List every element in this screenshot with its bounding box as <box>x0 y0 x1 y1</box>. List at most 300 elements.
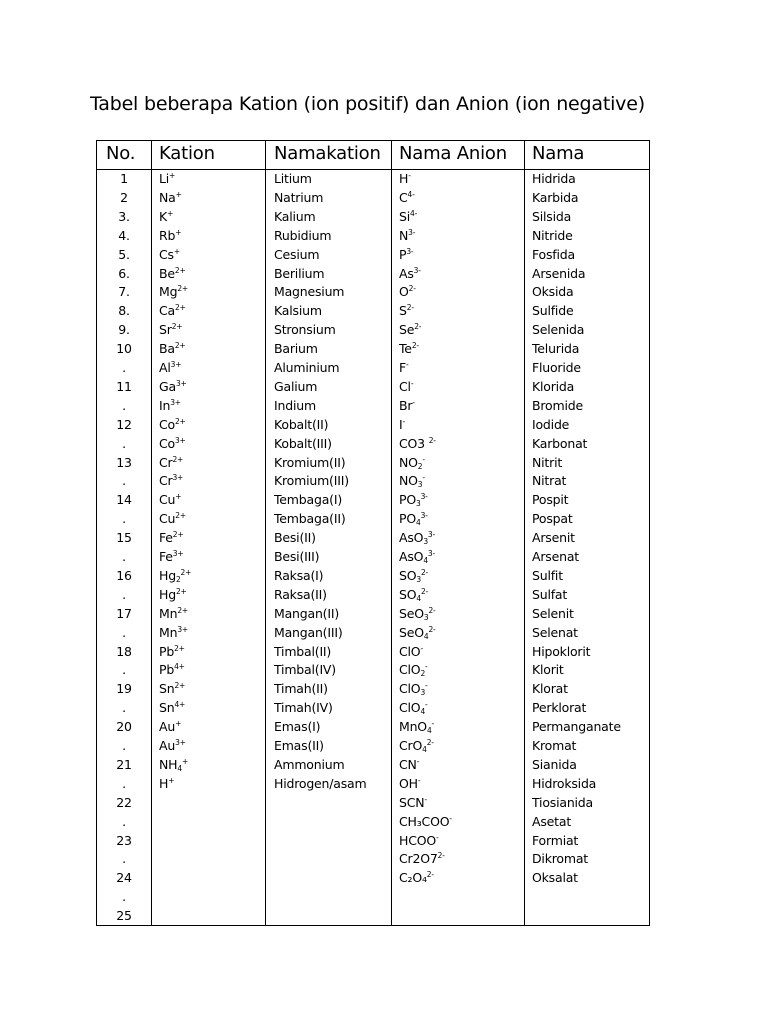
cation-formula-charge: 3+ <box>170 360 182 369</box>
cation-formula-charge: + <box>168 775 175 785</box>
anion-formula-charge: 3- <box>413 265 421 275</box>
cation-formula-subscript: 2 <box>175 574 181 584</box>
anion-formula <box>399 437 436 451</box>
anion-formula-symbol: P <box>399 246 407 262</box>
row-number: 14 <box>116 492 132 508</box>
anion-formula-charge: 3- <box>427 549 435 558</box>
anion-formula <box>399 720 434 734</box>
anion-formula <box>399 607 436 621</box>
row-number: . <box>122 397 126 413</box>
anion-formula-subscript: 4 <box>420 707 426 717</box>
cation-formula-symbol: H <box>159 775 169 791</box>
anion-formula-charge: 2- <box>426 738 434 747</box>
row-number: 7. <box>118 284 130 300</box>
row-number: 1 <box>120 171 128 186</box>
anion-formula-subscript: 2 <box>420 669 426 679</box>
anion-name: Sulfat <box>532 586 568 602</box>
cation-formula-charge: 2+ <box>177 605 188 615</box>
anion-formula <box>399 852 445 866</box>
cation-name: Natrium <box>274 189 324 205</box>
anion-name: Sulfide <box>532 303 574 319</box>
anion-formula <box>399 588 428 602</box>
cation-formula-symbol: Co <box>159 416 175 432</box>
row-number: 3. <box>118 208 130 224</box>
anion-name: Iodide <box>532 416 570 432</box>
cation-formula-symbol: Sn <box>159 700 175 716</box>
row-number: . <box>122 851 126 867</box>
anion-formula-charge: 2- <box>414 322 422 332</box>
cation-formula-charge: 3+ <box>170 397 181 407</box>
anion-formula-symbol: CO3 <box>399 435 429 451</box>
row-number: . <box>122 586 126 602</box>
row-number: 11 <box>116 378 132 394</box>
anion-formula <box>399 267 421 281</box>
cation-name: Ammonium <box>274 756 345 772</box>
anion-name: Arsenat <box>532 549 579 564</box>
anion-formula <box>399 361 409 375</box>
anion-name: Perklorat <box>532 700 587 716</box>
anion-formula-symbol: ClO <box>399 643 421 659</box>
anion-formula-symbol: SeO <box>399 605 424 621</box>
anion-formula <box>399 399 415 413</box>
cation-formula <box>159 342 186 356</box>
anion-formula-subscript: 4 <box>416 593 421 603</box>
anion-formula-subscript: 4 <box>423 631 429 641</box>
row-number: . <box>122 549 126 564</box>
anion-name: Karbida <box>532 189 579 205</box>
anion-formula-charge: - <box>425 662 428 672</box>
cation-name: Timah(IV) <box>274 700 333 716</box>
cation-formula <box>159 663 185 677</box>
cation-formula <box>159 361 181 375</box>
row-number: . <box>122 511 126 527</box>
anion-name: Nitrit <box>532 454 563 470</box>
cation-formula-symbol: NH <box>159 756 178 772</box>
anion-formula <box>399 512 428 526</box>
anion-formula-symbol: Cr2O7 <box>399 851 438 867</box>
cation-name: Kobalt(III) <box>274 435 332 451</box>
row-number: . <box>122 738 126 753</box>
anion-formula <box>399 626 436 640</box>
anion-formula-charge: - <box>449 813 452 823</box>
row-number: 23 <box>116 832 132 848</box>
cation-formula-charge: 2+ <box>174 643 185 653</box>
row-number: 8. <box>118 303 130 319</box>
column-divider <box>265 141 266 925</box>
row-number: 5. <box>118 246 130 262</box>
cation-formula-symbol: Co <box>159 435 175 451</box>
anion-name: Hidroksida <box>532 775 597 791</box>
cation-formula <box>159 588 187 602</box>
anion-formula-charge: - <box>422 454 425 464</box>
cation-name: Emas(I) <box>274 719 321 735</box>
anion-formula-charge: - <box>406 360 409 369</box>
anion-formula-subscript: 3 <box>415 499 421 509</box>
cation-name: Kalsium <box>274 303 322 319</box>
row-number: 2 <box>120 189 128 205</box>
anion-formula <box>399 172 411 186</box>
anion-formula-charge: 3- <box>420 511 428 521</box>
row-number: . <box>122 813 126 829</box>
cation-formula-symbol: K <box>159 208 167 224</box>
cation-formula-symbol: Ca <box>159 303 175 319</box>
anion-formula <box>399 191 415 205</box>
anion-name: Arsenida <box>532 265 586 281</box>
anion-formula-charge: 2- <box>406 303 414 313</box>
cation-formula <box>159 569 191 583</box>
cation-formula <box>159 739 186 753</box>
cation-formula <box>159 550 183 564</box>
cation-name: Kalium <box>274 208 316 224</box>
cation-name: Mangan(III) <box>274 624 343 640</box>
column-divider <box>524 141 525 925</box>
cation-formula <box>159 418 186 432</box>
cation-formula-symbol: Sr <box>159 322 172 338</box>
cation-formula-symbol: Cu <box>159 492 176 508</box>
cation-formula-charge: + <box>167 208 174 218</box>
row-number: 12 <box>116 416 132 432</box>
cation-formula-charge: 4+ <box>174 662 185 672</box>
anion-formula-symbol: S <box>399 303 407 319</box>
anion-formula-symbol: HCOO <box>399 832 437 848</box>
anion-formula <box>399 758 419 772</box>
anion-formula-charge: - <box>410 378 414 388</box>
anion-formula-symbol: CH₃COO <box>399 813 450 829</box>
cation-formula-charge: + <box>169 171 176 180</box>
anion-formula-symbol: C₂O₄ <box>399 870 427 886</box>
anion-formula-charge: - <box>436 832 439 842</box>
cation-formula-charge: + <box>175 719 182 729</box>
cation-formula-symbol: Pb <box>159 662 175 678</box>
anion-name: Fluoride <box>532 360 581 375</box>
anion-name: Klorida <box>532 378 575 394</box>
anion-formula-charge: 3- <box>427 530 435 540</box>
anion-name: Selenat <box>532 624 578 640</box>
header-no: No. <box>106 143 136 164</box>
cation-name: Tembaga(I) <box>274 492 343 508</box>
cation-name: Besi(III) <box>274 549 320 564</box>
cation-formula-charge: 3+ <box>172 473 184 483</box>
cation-formula-charge: 3+ <box>172 549 184 558</box>
anion-formula-symbol: As <box>399 265 414 281</box>
cation-name: Kromium(II) <box>274 454 346 470</box>
anion-formula-charge: 4- <box>407 189 415 199</box>
anion-formula <box>399 342 419 356</box>
cation-name: Raksa(I) <box>274 567 324 583</box>
cation-name: Aluminium <box>274 360 340 375</box>
anion-formula-charge: 2- <box>428 624 436 634</box>
cation-formula <box>159 399 181 413</box>
cation-name: Cesium <box>274 246 320 262</box>
anion-formula-symbol: Se <box>399 322 415 338</box>
anion-formula <box>399 210 417 224</box>
cation-name: Magnesium <box>274 284 345 300</box>
anion-formula-symbol: MnO <box>399 719 427 735</box>
cation-name: Timbal(II) <box>274 643 332 659</box>
cation-formula-charge: + <box>175 492 182 502</box>
anion-name: Pospit <box>532 492 569 508</box>
cation-formula <box>159 172 175 186</box>
row-number: . <box>122 889 126 905</box>
anion-formula <box>399 569 428 583</box>
anion-formula <box>399 645 423 659</box>
cation-formula-symbol: Pb <box>159 643 175 659</box>
cation-formula-charge: 2+ <box>171 322 183 332</box>
row-number: 16 <box>116 567 132 583</box>
anion-formula-charge: - <box>420 643 423 653</box>
anion-formula <box>399 418 405 432</box>
anion-formula-symbol: N <box>399 227 409 243</box>
anion-name: Fosfida <box>532 246 575 262</box>
anion-formula-subscript: 4 <box>426 726 432 736</box>
cation-formula-charge: 3+ <box>174 435 186 445</box>
cation-formula-symbol: Li <box>159 171 170 186</box>
cation-formula-charge: 2+ <box>172 454 184 464</box>
cation-formula <box>159 493 181 507</box>
anion-formula-charge: 2- <box>411 341 419 351</box>
header-divider <box>97 169 649 170</box>
anion-formula-symbol: PO <box>399 511 416 527</box>
cation-formula <box>159 720 181 734</box>
row-number: 10 <box>116 341 132 357</box>
anion-formula-subscript: 3 <box>423 537 428 547</box>
cation-formula <box>159 531 183 545</box>
cation-formula <box>159 777 174 791</box>
cation-formula-charge: 4+ <box>174 700 186 710</box>
anion-formula-symbol: AsO <box>399 530 424 546</box>
anion-formula <box>399 682 428 696</box>
cation-formula <box>159 512 186 526</box>
anion-formula <box>399 550 435 564</box>
row-number: 19 <box>116 681 132 697</box>
cation-formula <box>159 267 186 281</box>
row-number: . <box>122 360 126 375</box>
anion-name: Kromat <box>532 738 577 753</box>
row-number: 22 <box>116 794 132 810</box>
cation-name: Kobalt(II) <box>274 416 329 432</box>
anion-formula-subscript: 4 <box>415 518 421 528</box>
anion-formula-charge: - <box>424 794 427 804</box>
cation-formula-charge: 2+ <box>175 511 186 521</box>
anion-formula-charge: - <box>422 473 425 483</box>
cation-formula-symbol: Cr <box>159 454 173 470</box>
anion-formula <box>399 663 428 677</box>
cation-formula-symbol: Mn <box>159 624 178 640</box>
cation-formula-symbol: Mg <box>159 284 178 300</box>
cation-formula-symbol: Au <box>159 719 176 735</box>
anion-formula-charge: - <box>408 171 411 180</box>
anion-name: Sianida <box>532 756 577 772</box>
anion-formula <box>399 229 415 243</box>
cation-formula-symbol: Fe <box>159 530 173 546</box>
anion-name: Oksida <box>532 284 574 300</box>
cation-name: Hidrogen/asam <box>274 775 367 791</box>
anion-formula <box>399 701 428 715</box>
anion-formula-symbol: ClO <box>399 681 421 697</box>
anion-formula-symbol: Te <box>399 341 412 357</box>
header-nama: Nama <box>532 143 585 164</box>
anion-formula <box>399 777 420 791</box>
anion-name: Selenida <box>532 322 585 338</box>
anion-formula-symbol: SO <box>399 586 417 602</box>
anion-name: Hipoklorit <box>532 643 591 659</box>
anion-formula-symbol: SO <box>399 567 417 583</box>
anion-formula-subscript: 3 <box>416 574 421 584</box>
anion-name: Formiat <box>532 832 579 848</box>
cation-formula-symbol: Na <box>159 189 176 205</box>
cation-formula-charge: + <box>173 246 180 256</box>
anion-formula-charge: 2- <box>426 870 434 880</box>
cation-formula <box>159 626 188 640</box>
anion-formula-charge: 3- <box>406 246 414 256</box>
cation-formula-charge: 2+ <box>175 586 187 596</box>
anion-name: Klorit <box>532 662 564 678</box>
cation-formula-symbol: Fe <box>159 549 173 564</box>
anion-name: Asetat <box>532 813 572 829</box>
column-divider <box>391 141 392 925</box>
cation-name: Kromium(III) <box>274 473 349 489</box>
row-number: 15 <box>116 530 132 546</box>
row-number: . <box>122 700 126 716</box>
anion-formula-symbol: Si <box>399 208 411 224</box>
cation-formula <box>159 210 173 224</box>
cation-formula <box>159 607 188 621</box>
anion-formula-subscript: 4 <box>423 556 428 565</box>
cation-formula-charge: + <box>175 189 182 199</box>
anion-formula <box>399 456 425 470</box>
anion-name: Selenit <box>532 605 574 621</box>
cation-name: Rubidium <box>274 227 332 243</box>
cation-name: Timah(II) <box>274 681 328 697</box>
cation-formula <box>159 645 185 659</box>
cation-formula-symbol: Be <box>159 265 175 281</box>
cation-name: Emas(II) <box>274 738 324 753</box>
header-namakation: Namakation <box>274 143 381 164</box>
anion-formula <box>399 871 434 885</box>
anion-formula-symbol: C <box>399 189 408 205</box>
cation-formula-charge: 2+ <box>174 341 186 351</box>
anion-formula-symbol: Cl <box>399 378 411 394</box>
anion-name: Dikromat <box>532 851 588 867</box>
anion-formula-symbol: CN <box>399 756 417 772</box>
anion-formula-subscript: 4 <box>422 745 427 754</box>
column-divider <box>151 141 152 925</box>
cation-formula-symbol: Cu <box>159 511 176 527</box>
cation-formula <box>159 456 183 470</box>
anion-formula-charge: - <box>425 700 428 710</box>
anion-formula-subscript: 3 <box>423 612 429 622</box>
ion-table <box>96 140 650 926</box>
anion-formula-charge: - <box>402 416 406 426</box>
anion-formula-subscript: 3 <box>417 480 423 490</box>
anion-name: Tiosianida <box>532 794 594 810</box>
cation-formula-charge: + <box>175 227 182 237</box>
cation-formula-symbol: Al <box>159 360 171 375</box>
anion-formula-subscript: 2 <box>417 461 423 471</box>
cation-name: Besi(II) <box>274 530 316 546</box>
anion-formula-symbol: H <box>399 171 409 186</box>
cation-formula-charge: 2+ <box>174 416 186 426</box>
cation-formula <box>159 474 183 488</box>
anion-formula-symbol: Br <box>399 397 413 413</box>
anion-formula-symbol: O <box>399 284 409 300</box>
cation-name: Mangan(II) <box>274 605 340 621</box>
anion-formula-charge: - <box>425 681 428 691</box>
cation-formula-charge: 3+ <box>175 378 187 388</box>
anion-formula-symbol: ClO <box>399 662 421 678</box>
anion-formula-symbol: F <box>399 360 406 375</box>
cation-formula-charge: + <box>181 756 189 766</box>
anion-name: Silsida <box>532 208 572 224</box>
anion-formula-symbol: ClO <box>399 700 421 716</box>
cation-formula <box>159 285 188 299</box>
cation-formula <box>159 380 187 394</box>
anion-formula <box>399 796 427 810</box>
cation-formula <box>159 248 180 262</box>
cation-formula-charge: 2+ <box>175 303 186 313</box>
cation-formula-charge: 2+ <box>174 681 186 691</box>
cation-formula <box>159 191 182 205</box>
anion-formula-symbol: OH <box>399 775 418 791</box>
anion-name: Nitride <box>532 227 573 243</box>
anion-formula <box>399 493 428 507</box>
anion-name: Bromide <box>532 397 583 413</box>
cation-formula-charge: 3+ <box>177 624 188 634</box>
anion-name: Nitrat <box>532 473 567 489</box>
row-number: . <box>122 624 126 640</box>
cation-formula <box>159 437 186 451</box>
row-number: 25 <box>116 908 132 924</box>
cation-name: Litium <box>274 171 312 186</box>
anion-formula-charge: - <box>431 719 435 729</box>
anion-name: Telurida <box>532 341 580 357</box>
anion-formula <box>399 531 435 545</box>
anion-formula <box>399 304 414 318</box>
anion-formula <box>399 815 452 829</box>
cation-formula <box>159 304 186 318</box>
header-kation: Kation <box>159 143 215 164</box>
cation-formula-charge: 2+ <box>174 265 186 275</box>
cation-formula-symbol: Cs <box>159 246 174 262</box>
cation-formula-symbol: Ga <box>159 378 176 394</box>
anion-formula-symbol: NO <box>399 473 418 489</box>
cation-formula-symbol: Mn <box>159 605 178 621</box>
cation-name: Indium <box>274 397 316 413</box>
cation-formula <box>159 758 188 772</box>
anion-name: Oksalat <box>532 870 578 886</box>
cation-formula-symbol: Cr <box>159 473 173 489</box>
anion-formula-symbol: NO <box>399 454 418 470</box>
row-number: 6. <box>118 265 130 281</box>
cation-name: Raksa(II) <box>274 586 327 602</box>
anion-name: Sulfit <box>532 567 563 583</box>
cation-name: Tembaga(II) <box>274 511 346 527</box>
cation-formula-symbol: In <box>159 397 171 413</box>
anion-formula-charge: - <box>412 397 415 407</box>
anion-formula-charge: 2- <box>428 435 436 445</box>
cation-formula-charge: 2+ <box>177 284 188 294</box>
row-number: 24 <box>116 870 132 886</box>
cation-formula <box>159 323 182 337</box>
cation-name: Barium <box>274 341 318 357</box>
cation-formula-symbol: Sn <box>159 681 175 697</box>
cation-name: Berilium <box>274 265 325 281</box>
cation-formula-symbol: Hg <box>159 586 176 602</box>
cation-formula-charge: 3+ <box>175 738 186 747</box>
anion-formula-charge: 2- <box>420 586 429 596</box>
anion-formula-charge: 2- <box>420 567 429 577</box>
cation-formula-symbol: Ba <box>159 341 175 357</box>
